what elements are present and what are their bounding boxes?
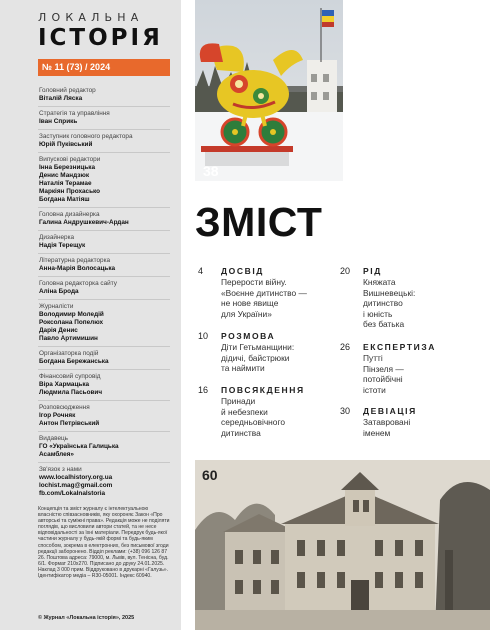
credit-name: Анна-Марія Волосацька (39, 265, 116, 272)
credit-names (39, 95, 170, 103)
credit-group (38, 299, 170, 346)
credit-name: Надія Терещук (39, 242, 86, 249)
credit-group (38, 253, 170, 276)
photo-top-page-number: 38 (203, 163, 219, 179)
credit-role: Заступник головного редактора (39, 133, 133, 140)
credit-group (38, 346, 170, 369)
credits-list (38, 84, 170, 462)
credit-name: Богдана Бережанська (39, 358, 109, 365)
entry-section-title: РОЗМОВА (221, 331, 276, 341)
credit-name: Роксолана Попелюх (39, 319, 104, 326)
credit-group (38, 276, 170, 299)
copyright-line: © Журнал «Локальна історія», 2025 (38, 615, 135, 621)
credit-name: Галина Андрушкевич-Ардан (39, 219, 129, 226)
contents-title: ЗМІСТ (195, 199, 323, 245)
contact-email-link[interactable]: lochist.mag@gmail.com (39, 482, 113, 489)
credit-role: Організаторка подій (39, 350, 99, 357)
entry-section-title: РІД (363, 266, 382, 276)
masthead-sidebar (0, 0, 181, 630)
entry-section-title: ДОСВІД (221, 266, 264, 276)
credit-names (39, 219, 170, 227)
credit-names (39, 242, 170, 250)
credit-name: Інна Березницька (39, 164, 96, 171)
folk-art-horse-photo (195, 0, 343, 181)
entry-page-number: 26 (340, 342, 351, 352)
entry-page-number: 4 (198, 266, 204, 276)
credit-role: Літературна редакторка (39, 257, 111, 264)
entry-section-title: ЕКСПЕРТИЗА (363, 342, 436, 352)
entry-description: Перерости війну. «Воєнне дитинство — не нове явище для України» (221, 277, 307, 319)
credit-names (39, 141, 170, 149)
credit-group (38, 106, 170, 129)
credit-names (39, 358, 170, 366)
credit-name: Володимир Моледій (39, 311, 104, 318)
entry-description: Діти Гетьманщини: дідичі, байстрюки та наймити (221, 342, 295, 374)
credit-group (38, 129, 170, 152)
credit-name: Антон Петрівський (39, 420, 100, 427)
palace-archive-photo (195, 460, 490, 630)
credit-name: Дарія Денис (39, 327, 78, 334)
credit-group (38, 84, 170, 106)
contact-role: Зв'язок з нами (39, 466, 82, 473)
credit-role: Дизайнерка (39, 234, 75, 241)
entry-description: Княжата Вишневецькі: дитинство і юність без батька (363, 277, 416, 330)
credit-group (38, 400, 170, 431)
credit-name: Наталія Терамае (39, 180, 92, 187)
credit-name: Людмила Пасьович (39, 389, 103, 396)
credit-role: Випускові редактори (39, 156, 101, 163)
contact-website-link[interactable]: www.localhistory.org.ua (39, 474, 113, 481)
credit-group (38, 431, 170, 462)
credit-group (38, 152, 170, 207)
credit-role: Головний редактор (39, 87, 96, 94)
entry-section-title: ДЕВІАЦІЯ (363, 406, 417, 416)
credit-role: Журналісти (39, 303, 74, 310)
entry-description: Затавровані іменем (363, 417, 411, 438)
issue-number-badge: № 11 (73) / 2024 (38, 59, 170, 76)
entry-description: Путті Пінзеля — потойбічні істоти (363, 353, 404, 395)
credit-names (39, 265, 170, 273)
credit-role: Головна дизайнерка (39, 211, 100, 218)
credit-names (39, 311, 170, 343)
credit-group (38, 207, 170, 230)
credit-name: Маркіян Прохасько (39, 188, 101, 195)
entry-page-number: 16 (198, 385, 209, 395)
credit-name: Асамблея» (39, 451, 74, 458)
credit-name: Юрій Пуківський (39, 141, 93, 148)
credit-name: Аліна Брода (39, 288, 79, 295)
credit-role: Видавець (39, 435, 68, 442)
credit-name: Іван Сприкь (39, 118, 78, 125)
credit-role: Головна редакторка сайту (39, 280, 117, 287)
logo-top-word: ЛОКАЛЬНА (38, 11, 144, 24)
credit-name: Богдана Матіяш (39, 196, 90, 203)
entry-section-title: ПОВСЯКДЕННЯ (221, 385, 305, 395)
entry-page-number: 20 (340, 266, 351, 276)
credit-name: Віра Хармацька (39, 381, 90, 388)
credit-role: Розповсюдження (39, 404, 90, 411)
credit-name: Павло Артимишин (39, 335, 98, 342)
entry-description: Принади й небезпеки середньовічного дитинства (221, 396, 285, 438)
credit-role: Стратегія та управління (39, 110, 110, 117)
credit-name: Денис Мандзюк (39, 172, 90, 179)
credit-name: ГО «Українська Галицька (39, 443, 119, 450)
logo-main-word: ІСТОРІЯ (38, 25, 163, 51)
contact-block (38, 462, 170, 501)
legal-notice: Концепція та зміст журналу є інтелектуальною власністю співзасновників, яку охороняє Закон «Про авторські та суміжні права». Редакція може не поділяти поглядів, що висловили автори статей, та не несе відповідальності за їхні матеріали. Передрук будь-якої частини журналу у будь-якій формі та будь-яким способом, зокрема в електронних, без письмової згоди редакції заборонено. Відділ реклами: (+38) 096 126 87 26. Поштова адреса: 79000, м. Львів, вул. Тенісна, буд. 6/1. Формат 210х270. Підписано до друку 24.01.2025. Наклад 3 000 прим. Віддруковано в друкарні «Галузь». Ідентифікатор медіа – R30-05001. Індекс 60940. (38, 506, 170, 580)
credit-names (39, 164, 170, 204)
credit-name: Ігор Рочняк (39, 412, 76, 419)
credit-names (39, 443, 170, 459)
credit-role: Фінансовий супровід (39, 373, 101, 380)
credit-group (38, 369, 170, 400)
contact-facebook-link[interactable]: fb.com/Lokalnalstoria (39, 490, 106, 497)
entry-page-number: 10 (198, 331, 209, 341)
credit-name: Віталій Ляска (39, 95, 83, 102)
credit-names (39, 381, 170, 397)
credit-names (39, 118, 170, 126)
entry-page-number: 30 (340, 406, 351, 416)
credit-names (39, 412, 170, 428)
credit-group (38, 230, 170, 253)
credit-names (39, 288, 170, 296)
photo-bottom-page-number: 60 (202, 467, 218, 483)
